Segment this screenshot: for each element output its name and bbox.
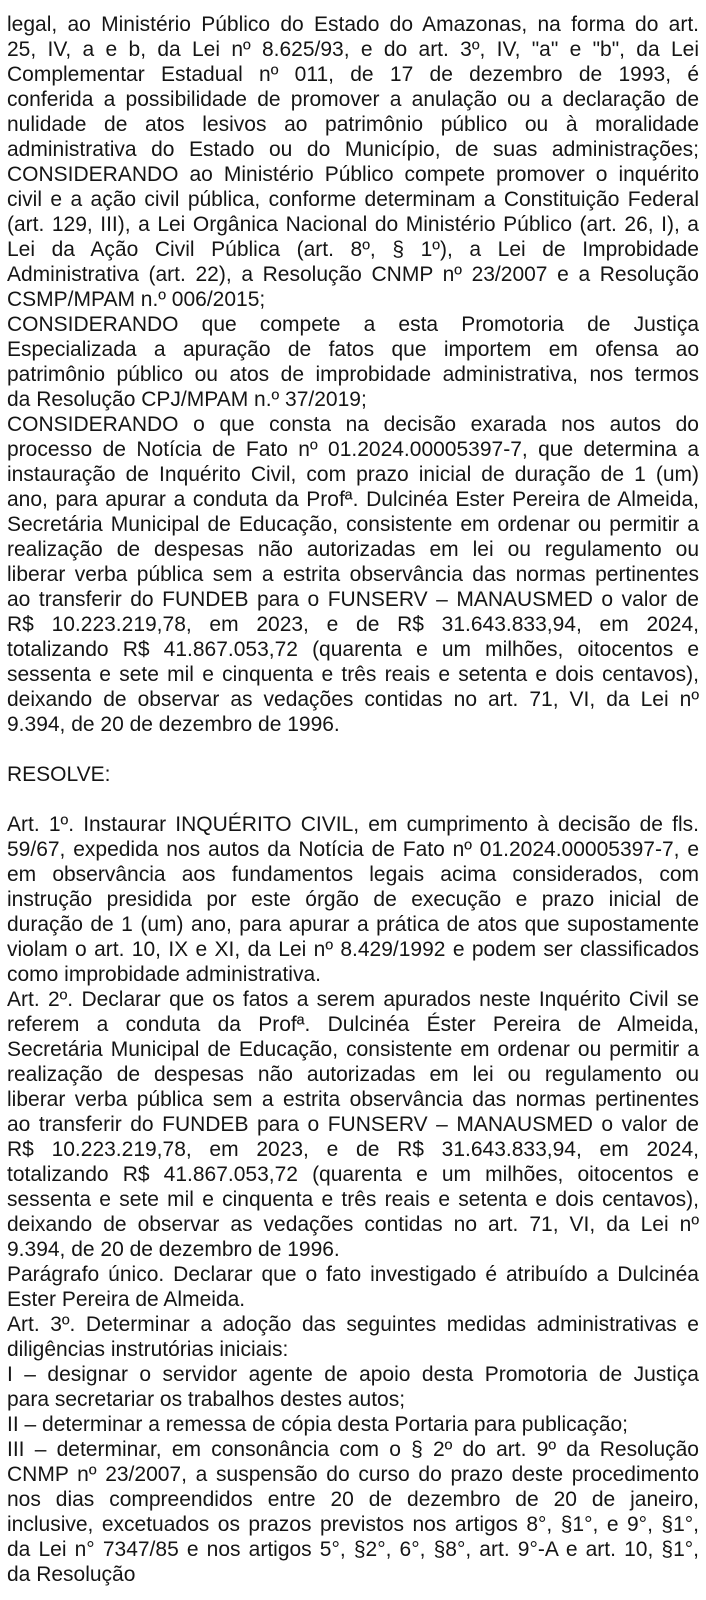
text-line: I – designar o servidor agente de apoio desta Promotoria de Justiça	[7, 1363, 699, 1386]
text-line: Complementar Estadual nº 011, de 17 de dezembro de 1993, é	[7, 63, 699, 86]
text-line: da Resolução CPJ/MPAM n.º 37/2019;	[7, 388, 367, 411]
text-line: CSMP/MPAM n.º 006/2015;	[7, 288, 266, 311]
text-line: ao transferir do FUNDEB para o FUNSERV – MANAUSMED o valor de	[7, 1113, 699, 1136]
text-line: instrução presidida por este órgão de execução e prazo inicial de	[7, 888, 699, 911]
text-line: Secretária Municipal de Educação, consistente em ordenar ou permitir a	[7, 513, 699, 536]
text-line: Administrativa (art. 22), a Resolução CNMP nº 23/2007 e a Resolução	[7, 263, 699, 286]
text-line: patrimônio público ou atos de improbidade administrativa, nos termos	[7, 363, 699, 386]
text-line: R$ 10.223.219,78, em 2023, e de R$ 31.643.833,94, em 2024,	[7, 1138, 699, 1161]
text-line: conferida a possibilidade de promover a anulação ou a declaração de	[7, 88, 699, 111]
text-line: liberar verba pública sem a estrita observância das normas pertinentes	[7, 1088, 699, 1111]
text-line: RESOLVE:	[7, 763, 111, 786]
text-line: totalizando R$ 41.867.053,72 (quarenta e um milhões, oitocentos e	[7, 638, 699, 661]
text-line: administrativa do Estado ou do Município, de suas administrações;	[7, 138, 699, 161]
text-line: realização de despesas não autorizadas em lei ou regulamento ou	[7, 1063, 699, 1086]
text-line: Art. 2º. Declarar que os fatos a serem apurados neste Inquérito Civil se	[7, 988, 699, 1011]
blank-line	[7, 737, 699, 762]
text-line: sessenta e sete mil e cinquenta e três reais e setenta e dois centavos),	[7, 663, 699, 686]
text-line: legal, ao Ministério Público do Estado do Amazonas, na forma do art.	[7, 13, 699, 36]
text-line: ao transferir do FUNDEB para o FUNSERV – MANAUSMED o valor de	[7, 588, 699, 611]
text-line: III – determinar, em consonância com o § 2º do art. 9º da Resolução	[7, 1438, 699, 1461]
text-line: 9.394, de 20 de dezembro de 1996.	[7, 1238, 340, 1261]
document-body	[7, 12, 699, 1587]
text-line: ano, para apurar a conduta da Profª. Dulcinéa Ester Pereira de Almeida,	[7, 488, 699, 511]
text-line: civil e a ação civil pública, conforme determinam a Constituição Federal	[7, 188, 699, 211]
text-line: deixando de observar as vedações contidas no art. 71, VI, da Lei nº	[7, 688, 699, 711]
text-line: totalizando R$ 41.867.053,72 (quarenta e um milhões, oitocentos e	[7, 1163, 699, 1186]
text-line: Art. 3º. Determinar a adoção das seguintes medidas administrativas e	[7, 1313, 699, 1336]
text-line: em observância aos fundamentos legais acima considerados, com	[7, 863, 699, 886]
text-line: liberar verba pública sem a estrita observância das normas pertinentes	[7, 563, 699, 586]
text-line: nulidade de atos lesivos ao patrimônio público ou à moralidade	[7, 113, 699, 136]
text-line: 9.394, de 20 de dezembro de 1996.	[7, 713, 340, 736]
text-line: para secretariar os trabalhos destes autos;	[7, 1388, 406, 1411]
text-line: diligências instrutórias iniciais:	[7, 1338, 289, 1361]
text-line: como improbidade administrativa.	[7, 963, 321, 986]
text-line: Secretária Municipal de Educação, consistente em ordenar ou permitir a	[7, 1038, 699, 1061]
text-line: da Lei n° 7347/85 e nos artigos 5°, §2°, 6°, §8°, art. 9°-A e art. 10, §1°,	[7, 1538, 699, 1561]
text-line: 25, IV, a e b, da Lei nº 8.625/93, e do art. 3º, IV, "a" e "b", da Lei	[7, 38, 699, 61]
text-line: (art. 129, III), a Lei Orgânica Nacional do Ministério Público (art. 26, I), a	[7, 213, 699, 236]
blank-line	[7, 787, 699, 812]
text-line: Ester Pereira de Almeida.	[7, 1288, 246, 1311]
text-line: 59/67, expedida nos autos da Notícia de Fato nº 01.2024.00005397-7, e	[7, 838, 699, 861]
text-line: CONSIDERANDO ao Ministério Público compete promover o inquérito	[7, 163, 699, 186]
text-line: R$ 10.223.219,78, em 2023, e de R$ 31.643.833,94, em 2024,	[7, 613, 699, 636]
text-line: CNMP nº 23/2007, a suspensão do curso do prazo deste procedimento	[7, 1463, 699, 1486]
text-line: duração de 1 (um) ano, para apurar a prática de atos que supostamente	[7, 913, 699, 936]
text-line: Especializada a apuração de fatos que importem em ofensa ao	[7, 338, 699, 361]
text-line: CONSIDERANDO o que consta na decisão exarada nos autos do	[7, 413, 699, 436]
text-line: sessenta e sete mil e cinquenta e três reais e setenta e dois centavos),	[7, 1188, 699, 1211]
text-line: violam o art. 10, IX e XI, da Lei nº 8.429/1992 e podem ser classificados	[7, 938, 699, 961]
text-line: processo de Notícia de Fato nº 01.2024.00005397-7, que determina a	[7, 438, 699, 461]
text-line: realização de despesas não autorizadas em lei ou regulamento ou	[7, 538, 699, 561]
text-line: deixando de observar as vedações contidas no art. 71, VI, da Lei nº	[7, 1213, 699, 1236]
text-line: nos dias compreendidos entre 20 de dezembro de 20 de janeiro,	[7, 1488, 699, 1511]
text-line: CONSIDERANDO que compete a esta Promotoria de Justiça	[7, 313, 699, 336]
text-line: Lei da Ação Civil Pública (art. 8º, § 1º), a Lei de Improbidade	[7, 238, 699, 261]
text-line: da Resolução	[7, 1563, 136, 1586]
text-line: referem a conduta da Profª. Dulcinéa Éster Pereira de Almeida,	[7, 1013, 699, 1036]
text-line: Parágrafo único. Declarar que o fato investigado é atribuído a Dulcinéa	[7, 1263, 699, 1286]
text-line: Art. 1º. Instaurar INQUÉRITO CIVIL, em cumprimento à decisão de fls.	[7, 813, 699, 836]
text-line: instauração de Inquérito Civil, com prazo inicial de duração de 1 (um)	[7, 463, 699, 486]
text-line: inclusive, excetuados os prazos previstos nos artigos 8°, §1°, e 9°, §1°,	[7, 1513, 699, 1536]
text-line: II – determinar a remessa de cópia desta Portaria para publicação;	[7, 1413, 629, 1436]
